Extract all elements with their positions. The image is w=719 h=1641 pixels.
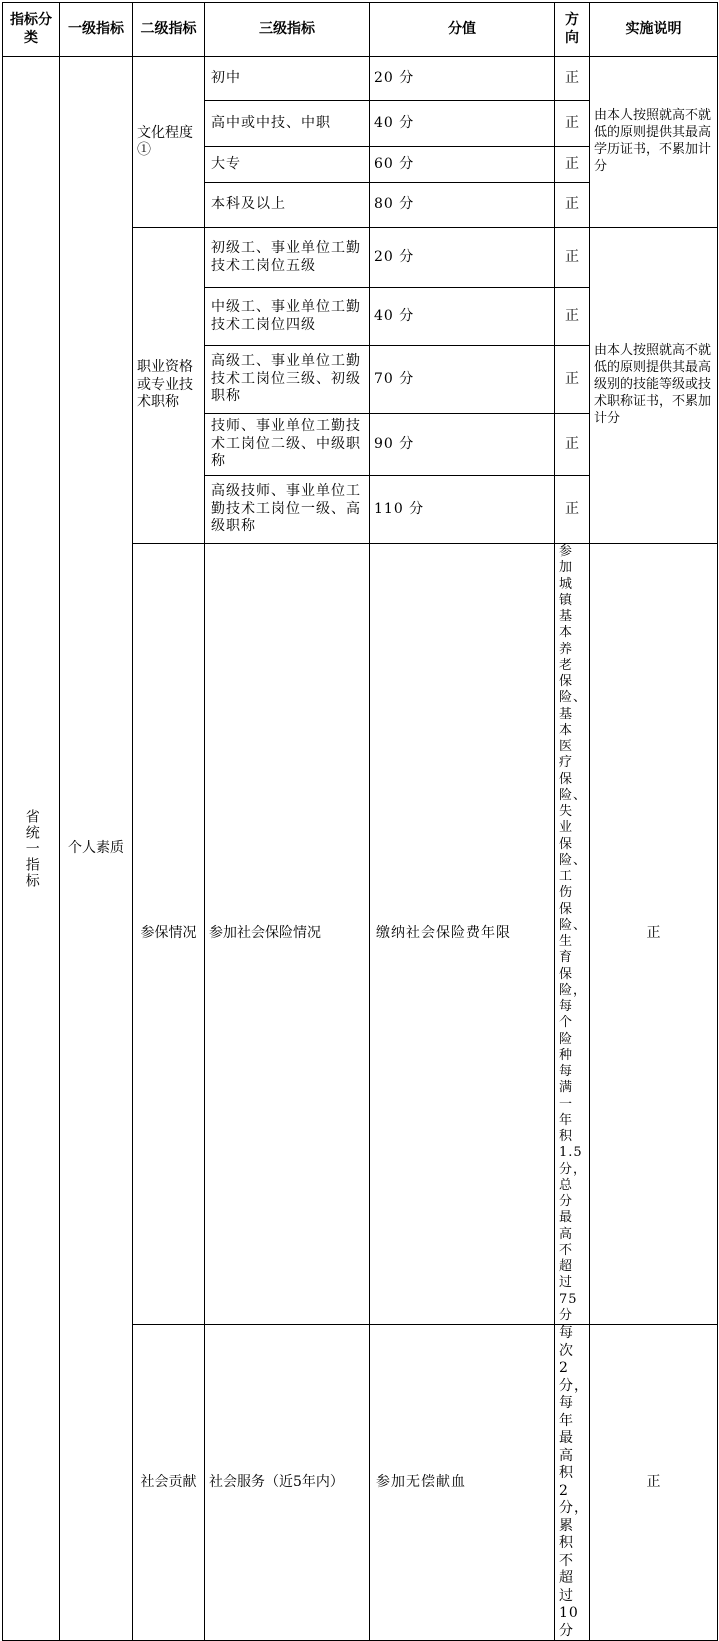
level3-item: 初级工、事业单位工勤技术工岗位五级 — [205, 228, 370, 288]
level3-item: 技师、事业单位工勤技术工岗位二级、中级职称 — [205, 414, 370, 476]
header-row — [3, 3, 718, 57]
subgroup-social-label: 社会服务（近5年内） — [209, 1473, 344, 1490]
qualification-note: 由本人按照就高不就低的原则提供其最高级别的技能等级或技术职称证书，不累加计分 — [590, 228, 718, 544]
group-social-cell — [133, 1325, 205, 1641]
score-table — [2, 2, 718, 1641]
score-value: 80 分 — [370, 183, 555, 228]
subgroup-social-cell — [205, 1325, 370, 1641]
header-direction: 方向 — [555, 3, 590, 57]
subgroup-education-label: 文化程度① — [137, 124, 193, 158]
group-social-label: 社会贡献 — [140, 1473, 197, 1490]
group-insurance-cell — [133, 544, 205, 1325]
level3-item: 高中或中技、中职 — [205, 101, 370, 147]
subgroup-insurance-cell — [205, 544, 370, 1325]
level3-item: 本科及以上 — [205, 183, 370, 228]
subgroup-insurance-label: 参加社会保险情况 — [209, 925, 321, 942]
direction-value: 正 — [555, 57, 590, 101]
header-category: 指标分类 — [3, 3, 60, 57]
header-score: 分值 — [370, 3, 555, 57]
level3-item: 大专 — [205, 147, 370, 183]
level3-item: 参加无偿献血 — [370, 1325, 555, 1641]
direction-value: 正 — [555, 288, 590, 346]
subgroup-qualification-label: 职业资格或专业技术职称 — [137, 359, 193, 411]
level3-item: 缴纳社会保险费年限 — [370, 544, 555, 1325]
score-value: 40 分 — [370, 288, 555, 346]
score-value: 每次 2 分，每年最高积 2 分，累积不超过 10 分 — [555, 1325, 590, 1641]
direction-value: 正 — [555, 183, 590, 228]
score-value: 70 分 — [370, 346, 555, 414]
direction-value: 正 — [555, 228, 590, 288]
group-personal-cell — [60, 57, 133, 1641]
category-cell — [3, 57, 60, 1641]
score-value: 参加城镇基本养老保险、基本医疗保险、失业保险、工伤保险、生育保险，每个险种每满一年积 1.5 分，总分最高不超过 75 分 — [555, 544, 590, 1325]
subgroup-education-cell — [133, 57, 205, 228]
level3-item: 高级工、事业单位工勤技术工岗位三级、初级职称 — [205, 346, 370, 414]
direction-value: 正 — [555, 476, 590, 544]
score-value: 110 分 — [370, 476, 555, 544]
header-level1: 一级指标 — [60, 3, 133, 57]
direction-value: 正 — [590, 544, 718, 1325]
direction-value: 正 — [555, 101, 590, 147]
direction-value: 正 — [555, 147, 590, 183]
score-value: 60 分 — [370, 147, 555, 183]
level3-item: 初中 — [205, 57, 370, 101]
education-note: 由本人按照就高不就低的原则提供其最高学历证书，不累加计分 — [590, 57, 718, 228]
level3-item: 高级技师、事业单位工勤技术工岗位一级、高级职称 — [205, 476, 370, 544]
header-note: 实施说明 — [590, 3, 718, 57]
group-personal-label: 个人素质 — [68, 839, 124, 856]
table-row — [3, 57, 718, 101]
score-value: 20 分 — [370, 57, 555, 101]
category-label: 省统一指标 — [23, 808, 40, 889]
header-level2: 二级指标 — [133, 3, 205, 57]
score-value: 20 分 — [370, 228, 555, 288]
score-value: 90 分 — [370, 414, 555, 476]
level3-item: 中级工、事业单位工勤技术工岗位四级 — [205, 288, 370, 346]
score-table-page — [2, 2, 717, 1639]
score-value: 40 分 — [370, 101, 555, 147]
header-level3: 三级指标 — [205, 3, 370, 57]
direction-value: 正 — [590, 1325, 718, 1641]
subgroup-qualification-cell — [133, 228, 205, 544]
group-insurance-label: 参保情况 — [140, 925, 197, 942]
direction-value: 正 — [555, 346, 590, 414]
direction-value: 正 — [555, 414, 590, 476]
